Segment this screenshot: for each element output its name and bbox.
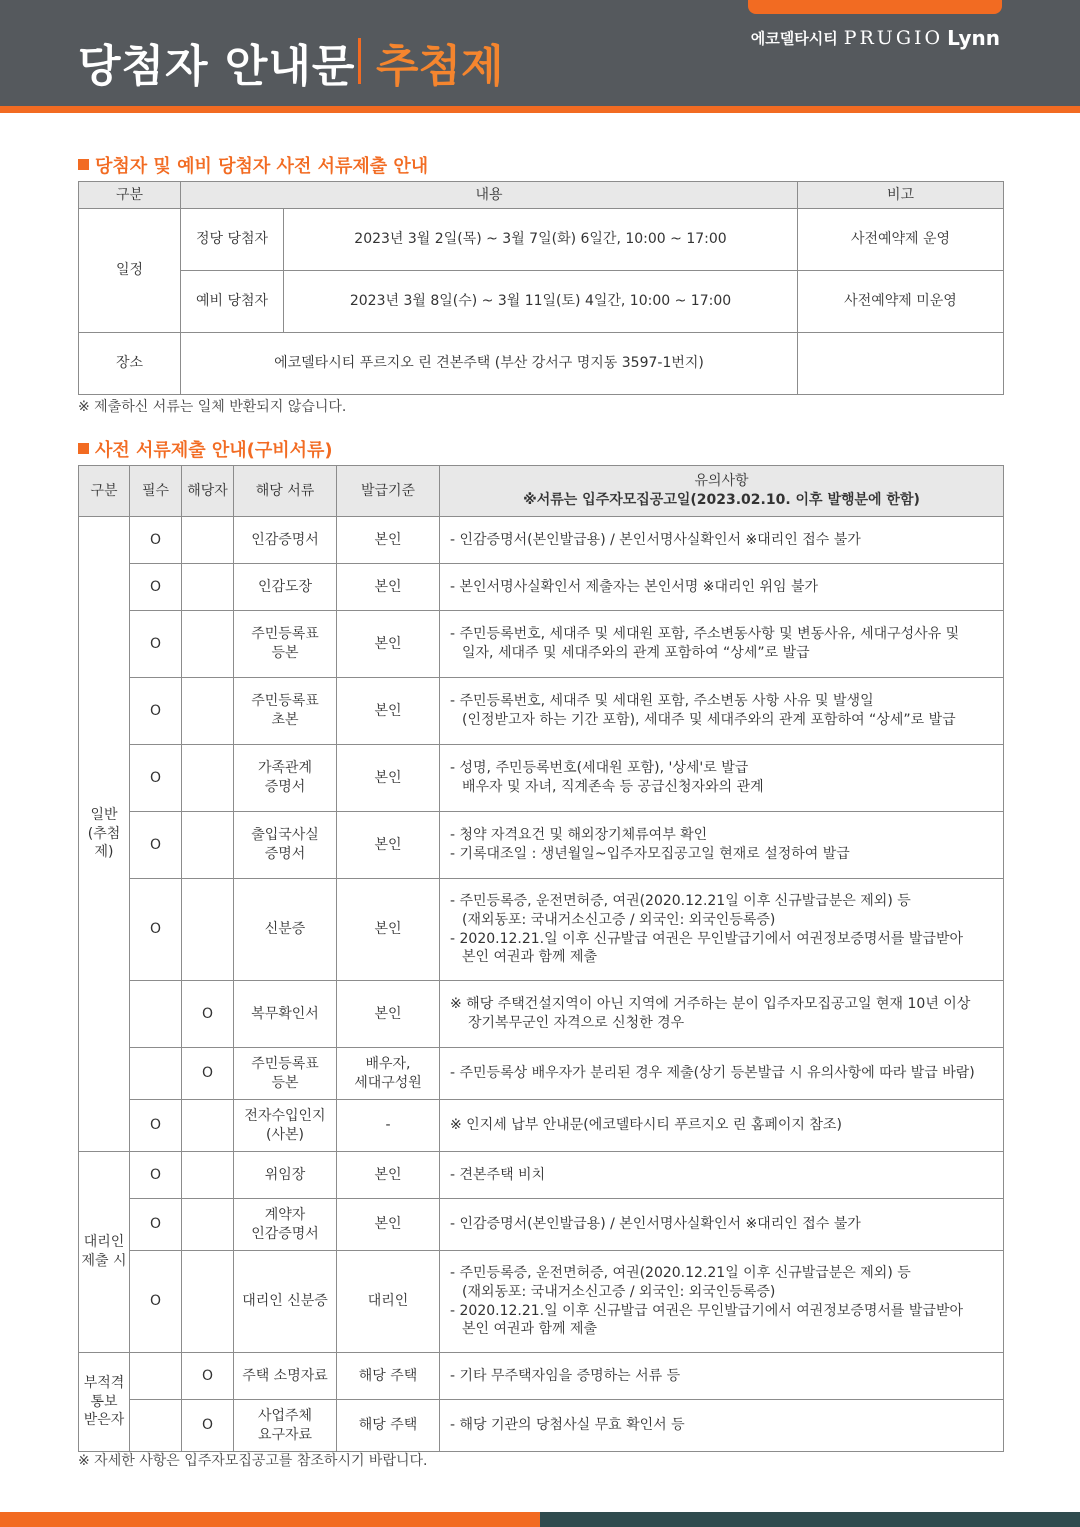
note-line: - 주민등록번호, 세대주 및 세대원 포함, 주소변동 사항 사유 및 발생일	[450, 693, 874, 710]
note-line: ※ 인지세 납부 안내문(에코델타시티 푸르지오 린 홈페이지 참조)	[450, 1117, 842, 1134]
table-row	[79, 879, 1004, 981]
applicable-mark: O	[182, 1400, 234, 1452]
page-subtitle: 추첨제	[376, 41, 504, 92]
title-divider	[358, 38, 361, 84]
applicable-mark	[182, 678, 234, 745]
document-name: 출입국사실 증명서	[234, 812, 337, 879]
document-name: 복무확인서	[234, 981, 337, 1048]
document-name: 전자수입인지 (사본)	[234, 1100, 337, 1152]
document-name: 인감증명서	[234, 517, 337, 564]
note-line: 본인 여권과 함께 제출	[462, 1321, 598, 1338]
issue-basis: 본인	[337, 879, 440, 981]
note-line: - 주민등록번호, 세대주 및 세대원 포함, 주소변동사항 및 변동사유, 세대구성사유 및	[450, 626, 960, 643]
section-bullet-icon	[78, 443, 89, 454]
schedule-remark: 사전예약제 운영	[798, 209, 1004, 271]
document-name: 신분증	[234, 879, 337, 981]
table-row	[79, 564, 1004, 611]
document-name: 주민등록표 초본	[234, 678, 337, 745]
note-line: - 주민등록증, 운전면허증, 여권(2020.12.21일 이후 신규발급분은 제외) 등	[450, 1264, 911, 1281]
required-mark: O	[130, 812, 182, 879]
note-line: - 주민등록상 배우자가 분리된 경우 제출(상기 등본발급 시 유의사항에 따라 발급 바람)	[450, 1065, 975, 1082]
document-notes	[440, 1400, 1004, 1452]
table-row	[79, 812, 1004, 879]
table-row	[79, 209, 1004, 271]
document-notes	[440, 678, 1004, 745]
applicable-mark	[182, 1199, 234, 1251]
group-label-ineligible: 부적격 통보 받은자	[79, 1353, 130, 1452]
header-applicable: 해당자	[182, 466, 234, 517]
header-accent-bar	[0, 106, 1080, 113]
document-notes	[440, 1100, 1004, 1152]
table-row	[79, 1251, 1004, 1353]
issue-basis: 배우자, 세대구성원	[337, 1048, 440, 1100]
required-mark	[130, 1353, 182, 1400]
document-notes	[440, 517, 1004, 564]
required-mark: O	[130, 745, 182, 812]
document-notes	[440, 981, 1004, 1048]
applicable-mark	[182, 517, 234, 564]
document-notes	[440, 611, 1004, 678]
issue-basis: 본인	[337, 517, 440, 564]
note-line: - 기타 무주택자임을 증명하는 서류 등	[450, 1367, 681, 1384]
issue-basis: -	[337, 1100, 440, 1152]
table-header-row	[79, 466, 1004, 517]
note-line: 일자, 세대주 및 세대주와의 관계 포함하여 “상세”로 발급	[462, 645, 810, 661]
table-row	[79, 678, 1004, 745]
brand-suffix: Lynn	[947, 26, 1000, 50]
applicable-mark	[182, 1251, 234, 1353]
applicable-mark	[182, 564, 234, 611]
note-line: - 본인서명사실확인서 제출자는 본인서명 ※대리인 위임 불가	[450, 578, 819, 595]
table-row	[79, 333, 1004, 395]
applicable-mark	[182, 745, 234, 812]
winner-type: 예비 당첨자	[181, 271, 284, 333]
required-mark	[130, 1400, 182, 1452]
document-notes	[440, 1251, 1004, 1353]
issue-basis: 본인	[337, 981, 440, 1048]
issue-basis: 본인	[337, 745, 440, 812]
group-label-general: 일반 (추첨제)	[79, 517, 130, 1152]
issue-basis: 해당 주택	[337, 1400, 440, 1452]
header-category: 구분	[79, 182, 181, 209]
document-name: 사업주체 요구자료	[234, 1400, 337, 1452]
required-documents-table	[78, 465, 1004, 1452]
document-notes	[440, 745, 1004, 812]
note-line: 본인 여권과 함께 제출	[462, 949, 598, 966]
required-mark: O	[130, 1251, 182, 1353]
footer-dark-bar	[540, 1512, 1080, 1527]
table-row	[79, 611, 1004, 678]
note-line: - 기록대조일 : 생년월일~입주자모집공고일 현재로 설정하여 발급	[450, 846, 850, 862]
table-row	[79, 1048, 1004, 1100]
document-notes	[440, 1199, 1004, 1251]
note-line: - 2020.12.21.일 이후 신규발급 여권은 무인발급기에서 여권정보증명서를 발급받아	[450, 1302, 964, 1319]
note-line: - 견본주택 비치	[450, 1166, 546, 1183]
document-notes	[440, 1048, 1004, 1100]
schedule-period: 2023년 3월 8일(수) ~ 3월 11일(토) 4일간, 10:00 ~ 17:00	[284, 271, 798, 333]
note-line: - 주민등록증, 운전면허증, 여권(2020.12.21일 이후 신규발급분은 제외) 등	[450, 892, 911, 909]
section1-title: 당첨자 및 예비 당첨자 사전 서류제출 안내	[78, 152, 428, 178]
brand-korean: 에코델타시티	[750, 29, 838, 48]
header-category: 구분	[79, 466, 130, 517]
required-mark: O	[130, 517, 182, 564]
issue-basis: 해당 주택	[337, 1353, 440, 1400]
note-line: - 인감증명서(본인발급용) / 본인서명사실확인서 ※대리인 접수 불가	[450, 1216, 861, 1233]
document-notes	[440, 564, 1004, 611]
document-name: 주민등록표 등본	[234, 1048, 337, 1100]
header-brand-tab	[748, 0, 1002, 14]
applicable-mark	[182, 812, 234, 879]
document-name: 위임장	[234, 1152, 337, 1199]
table-row	[79, 1152, 1004, 1199]
group-label-proxy: 대리인 제출 시	[79, 1152, 130, 1353]
header-issue-basis: 발급기준	[337, 466, 440, 517]
header-notes: 유의사항 ※서류는 입주자모집공고일(2023.02.10. 이후 발행분에 한함)	[440, 466, 1004, 517]
note-line: - 성명, 주민등록번호(세대원 포함), '상세'로 발급	[450, 760, 749, 777]
document-name: 대리인 신분증	[234, 1251, 337, 1353]
place-value: 에코델타시티 푸르지오 린 견본주택 (부산 강서구 명지동 3597-1번지)	[181, 333, 798, 395]
table-row	[79, 1400, 1004, 1452]
section2-note: ※ 자세한 사항은 입주자모집공고를 참조하시기 바랍니다.	[78, 1453, 428, 1469]
required-mark: O	[130, 611, 182, 678]
document-notes	[440, 1353, 1004, 1400]
header-remark: 비고	[798, 182, 1004, 209]
document-notes	[440, 1152, 1004, 1199]
place-remark	[798, 333, 1004, 395]
section1-note: ※ 제출하신 서류는 일체 반환되지 않습니다.	[78, 399, 347, 415]
applicable-mark	[182, 1152, 234, 1199]
section-bullet-icon	[78, 159, 89, 170]
applicable-mark: O	[182, 1048, 234, 1100]
issue-basis: 본인	[337, 1199, 440, 1251]
required-mark: O	[130, 564, 182, 611]
table-row	[79, 1199, 1004, 1251]
header-required: 필수	[130, 466, 182, 517]
place-label: 장소	[79, 333, 181, 395]
schedule-remark: 사전예약제 미운영	[798, 271, 1004, 333]
applicable-mark	[182, 1100, 234, 1152]
schedule-period: 2023년 3월 2일(목) ~ 3월 7일(화) 6일간, 10:00 ~ 17:00	[284, 209, 798, 271]
table-row	[79, 745, 1004, 812]
required-mark	[130, 981, 182, 1048]
table-row	[79, 1353, 1004, 1400]
table-header-row	[79, 182, 1004, 209]
header-content: 내용	[181, 182, 798, 209]
issue-basis: 본인	[337, 611, 440, 678]
document-notes	[440, 812, 1004, 879]
note-line: 배우자 및 자녀, 직계존속 등 공급신청자와의 관계	[462, 779, 764, 795]
document-name: 주민등록표 등본	[234, 611, 337, 678]
page-title: 당첨자 안내문	[78, 41, 356, 92]
issue-basis: 본인	[337, 678, 440, 745]
note-line: - 2020.12.21.일 이후 신규발급 여권은 무인발급기에서 여권정보증명서를 발급받아	[450, 930, 964, 947]
table-row	[79, 271, 1004, 333]
note-line: - 해당 기관의 당첨사실 무효 확인서 등	[450, 1417, 685, 1434]
document-name: 가족관계 증명서	[234, 745, 337, 812]
required-mark: O	[130, 1199, 182, 1251]
note-line: ※ 해당 주택건설지역이 아닌 지역에 거주하는 분이 입주자모집공고일 현재 10년 이상	[450, 996, 971, 1013]
footer-accent-bar	[0, 1512, 540, 1527]
document-name: 인감도장	[234, 564, 337, 611]
brand-logo	[751, 26, 1000, 50]
header-document: 해당 서류	[234, 466, 337, 517]
note-line: - 청약 자격요건 및 해외장기체류여부 확인	[450, 827, 708, 844]
document-name: 계약자 인감증명서	[234, 1199, 337, 1251]
applicable-mark: O	[182, 1353, 234, 1400]
issue-basis: 본인	[337, 812, 440, 879]
issue-basis: 본인	[337, 1152, 440, 1199]
winner-type: 정당 당첨자	[181, 209, 284, 271]
issue-basis: 대리인	[337, 1251, 440, 1353]
note-line: (재외동포: 국내거소신고증 / 외국인: 외국인등록증)	[462, 911, 776, 928]
note-line: (재외동포: 국내거소신고증 / 외국인: 외국인등록증)	[462, 1283, 776, 1300]
section2-title: 사전 서류제출 안내(구비서류)	[78, 436, 333, 462]
note-line: - 인감증명서(본인발급용) / 본인서명사실확인서 ※대리인 접수 불가	[450, 531, 861, 548]
note-line: (인정받고자 하는 기간 포함), 세대주 및 세대주와의 관계 포함하여 “상세”로 발급	[462, 712, 956, 728]
submission-schedule-table	[78, 181, 1004, 395]
required-mark: O	[130, 678, 182, 745]
table-row	[79, 517, 1004, 564]
required-mark: O	[130, 1152, 182, 1199]
applicable-mark	[182, 879, 234, 981]
schedule-label: 일정	[79, 209, 181, 333]
table-row	[79, 981, 1004, 1048]
document-name: 주택 소명자료	[234, 1353, 337, 1400]
required-mark: O	[130, 879, 182, 981]
applicable-mark	[182, 611, 234, 678]
brand-name: PRUGIO	[843, 27, 944, 49]
required-mark	[130, 1048, 182, 1100]
applicable-mark: O	[182, 981, 234, 1048]
document-notes	[440, 879, 1004, 981]
issue-basis: 본인	[337, 564, 440, 611]
table-row	[79, 1100, 1004, 1152]
note-line: 장기복무군인 자격으로 신청한 경우	[468, 1015, 685, 1031]
required-mark: O	[130, 1100, 182, 1152]
